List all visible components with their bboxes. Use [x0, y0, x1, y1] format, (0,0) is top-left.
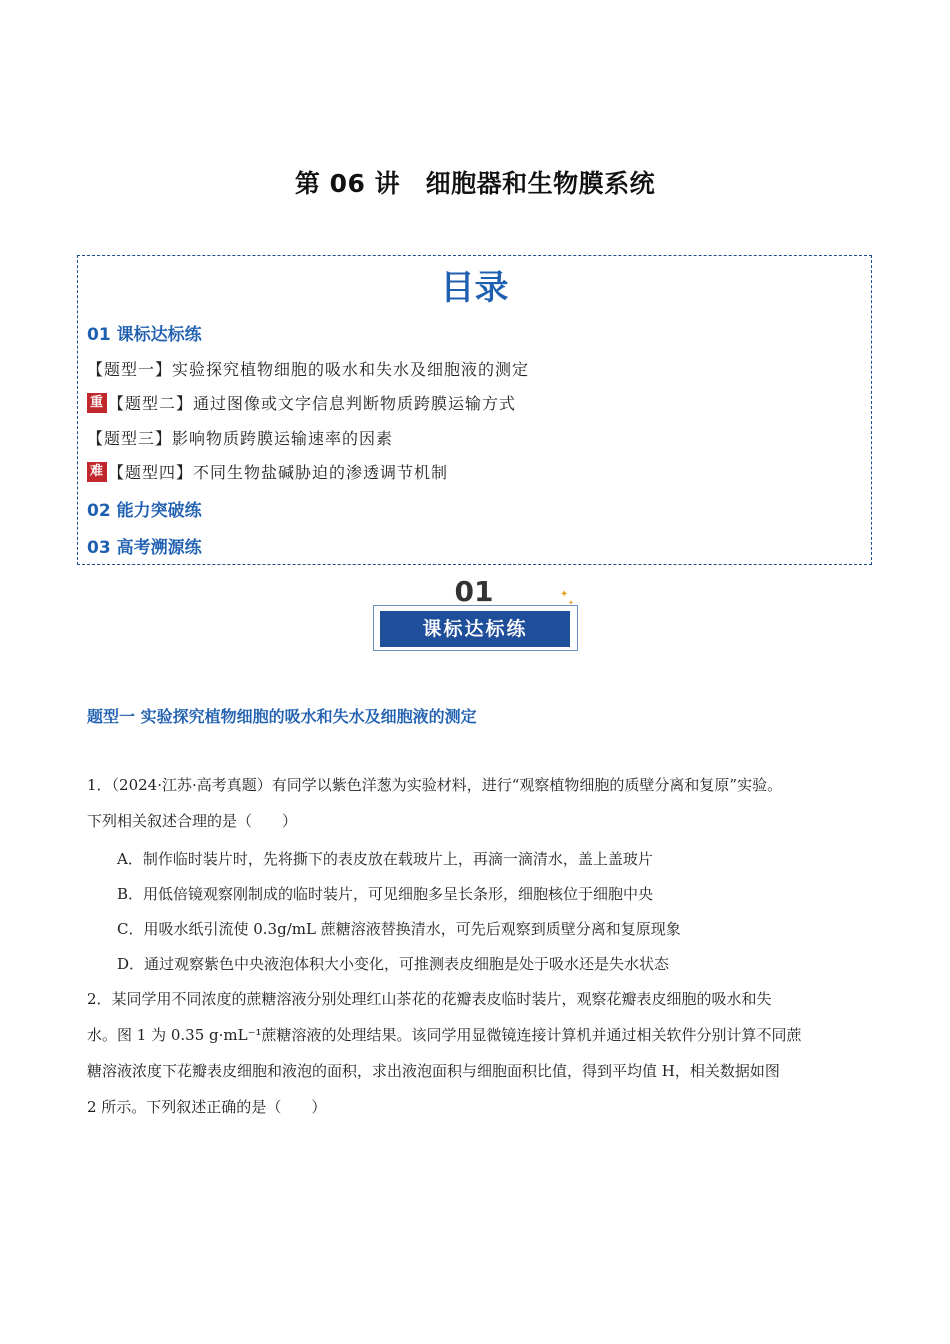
key-badge: 重 [87, 393, 107, 413]
question-text: 2．某同学用不同浓度的蔗糖溶液分别处理红山茶花的花瓣表皮临时装片，观察花瓣表皮细胞的吸水和失 [87, 990, 772, 1008]
toc-item-2[interactable] [87, 391, 516, 414]
toc-item-text: 【题型三】影响物质跨膜运输速率的因素 [87, 429, 394, 448]
question-text: 水。图 1 为 0.35 g·mL⁻¹蔗糖溶液的处理结果。该同学用显微镜连接计算机并通过相关软件分别计算不同蔗 [87, 1026, 802, 1044]
option-b: B．用低倍镜观察刚制成的临时装片，可见细胞多呈长条形，细胞核位于细胞中央 [117, 885, 654, 903]
section-heading: 题型一 实验探究植物细胞的吸水和失水及细胞液的测定 [87, 707, 477, 726]
toc-item-text: 【题型四】不同生物盐碱胁迫的渗透调节机制 [108, 463, 449, 482]
toc-heading: 目录 [440, 268, 509, 308]
option-d: D．通过观察紫色中央液泡体积大小变化，可推测表皮细胞是处于吸水还是失水状态 [117, 955, 670, 973]
option-a: A．制作临时装片时，先将撕下的表皮放在载玻片上，再滴一滴清水，盖上盖玻片 [117, 850, 653, 868]
toc-section-03[interactable]: 03 高考溯源练 [87, 538, 202, 558]
question-text: 1．（2024·江苏·高考真题）有同学以紫色洋葱为实验材料，进行“观察植物细胞的质壁分离和复原”实验。 [87, 776, 783, 794]
question-text: 下列相关叙述合理的是（ ） [87, 812, 298, 830]
option-c: C．用吸水纸引流使 0.3g/mL 蔗糖溶液替换清水，可先后观察到质壁分离和复原现象 [117, 920, 681, 938]
toc-item-1[interactable] [87, 357, 529, 380]
banner-label: 课标达标练 [380, 611, 570, 647]
toc-section-01[interactable]: 01 课标达标练 [87, 325, 202, 345]
page-title: 第 06 讲 细胞器和生物膜系统 [294, 169, 656, 198]
toc-item-text: 【题型一】实验探究植物细胞的吸水和失水及细胞液的测定 [87, 360, 530, 379]
toc-item-text: 【题型二】通过图像或文字信息判断物质跨膜运输方式 [108, 394, 517, 413]
question-2-stem [87, 981, 877, 1125]
sparkle-icon: ✦ [568, 599, 574, 607]
table-of-contents [77, 255, 872, 565]
section-banner [370, 575, 582, 655]
banner-number: 01 [454, 575, 494, 608]
toc-item-4[interactable] [87, 460, 448, 483]
hard-badge: 难 [87, 462, 107, 482]
toc-section-02[interactable]: 02 能力突破练 [87, 501, 202, 521]
question-text: 糖溶液浓度下花瓣表皮细胞和液泡的面积，求出液泡面积与细胞面积比值，得到平均值 H，相关数据如图 [87, 1062, 780, 1080]
question-1-stem [87, 767, 877, 839]
sparkle-icon: ✦ [560, 589, 569, 600]
toc-item-3[interactable] [87, 426, 393, 449]
question-text: 2 所示。下列叙述正确的是（ ） [87, 1098, 327, 1116]
